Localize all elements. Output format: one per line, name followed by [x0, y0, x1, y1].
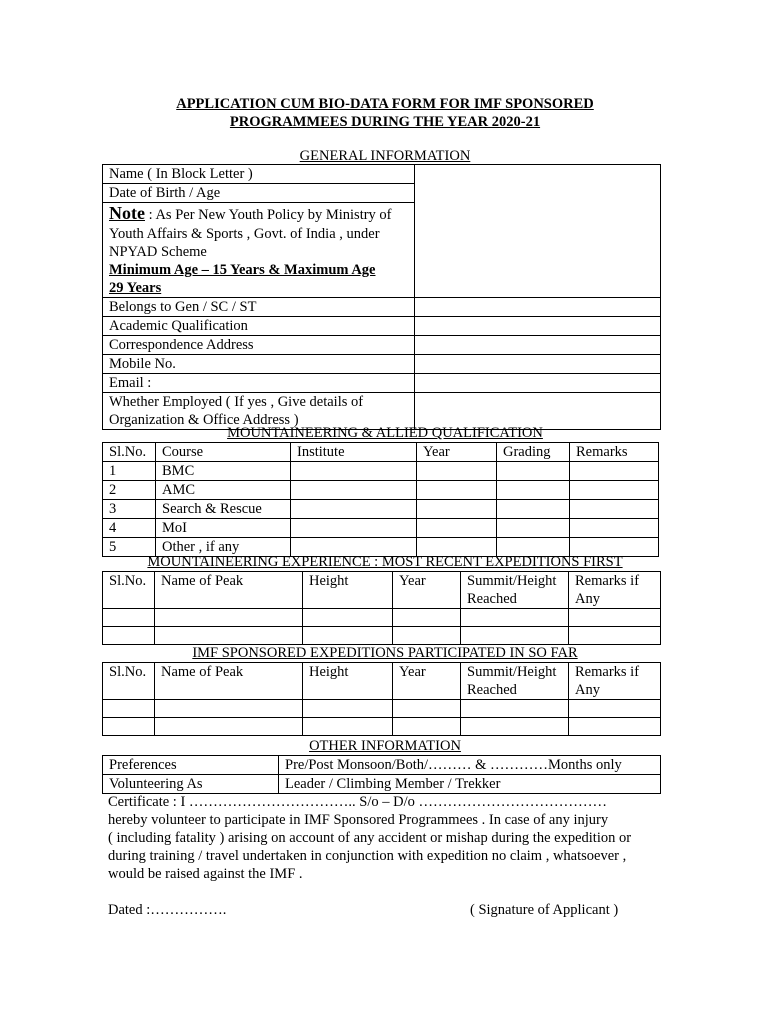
exp-header-height: Height: [303, 572, 393, 609]
table-row: [103, 462, 659, 481]
qual-remarks-field[interactable]: [570, 519, 659, 538]
exp-header-remarks-line1: Remarks if: [575, 573, 640, 589]
exp-cell[interactable]: [155, 609, 303, 627]
qual-remarks-field[interactable]: [570, 500, 659, 519]
dated-field[interactable]: Dated :…………….: [108, 902, 227, 918]
exp-cell[interactable]: [569, 627, 661, 645]
form-title: [100, 95, 670, 131]
qual-grading-field[interactable]: [497, 481, 570, 500]
imf-expeditions-table: [102, 662, 661, 736]
imf-header-slno: Sl.No.: [103, 663, 155, 700]
qual-slno: 4: [103, 519, 156, 538]
imf-header-remarks-line2: Any: [575, 682, 600, 698]
preferences-field[interactable]: Pre/Post Monsoon/Both/……… & …………Months only: [279, 756, 661, 775]
qual-year-field[interactable]: [417, 481, 497, 500]
certificate-line4: during training / travel undertaken in conjunction with expedition no claim , whatsoever ,: [108, 848, 627, 864]
qual-header-slno: Sl.No.: [103, 443, 156, 462]
imf-header-summit-line1: Summit/Height: [467, 664, 557, 680]
table-row: [103, 519, 659, 538]
qual-institute-field[interactable]: [291, 519, 417, 538]
preferences-label: Preferences: [103, 756, 279, 775]
qual-header-year: Year: [417, 443, 497, 462]
table-row: [103, 627, 661, 645]
general-info-table: [102, 164, 661, 430]
exp-cell[interactable]: [393, 609, 461, 627]
category-label: Belongs to Gen / SC / ST: [103, 298, 415, 317]
certificate-line3: ( including fatality ) arising on account of any accident or mishap during the expedition or: [108, 830, 632, 846]
imf-cell[interactable]: [155, 718, 303, 736]
exp-cell[interactable]: [155, 627, 303, 645]
exp-header-summit-line1: Summit/Height: [467, 573, 557, 589]
academic-field[interactable]: [415, 317, 661, 336]
imf-header-summit: [461, 663, 569, 700]
form-title-line1: APPLICATION CUM BIO-DATA FORM FOR IMF SPONSORED: [176, 96, 594, 112]
imf-cell[interactable]: [303, 718, 393, 736]
qual-grading-field[interactable]: [497, 462, 570, 481]
mobile-label: Mobile No.: [103, 355, 415, 374]
exp-header-summit-line2: Reached: [467, 591, 517, 607]
exp-cell[interactable]: [303, 627, 393, 645]
qual-slno: 2: [103, 481, 156, 500]
exp-header-remarks-line2: Any: [575, 591, 600, 607]
qual-institute-field[interactable]: [291, 500, 417, 519]
exp-cell[interactable]: [569, 609, 661, 627]
dob-label: Date of Birth / Age: [103, 184, 415, 203]
age-note: [103, 203, 415, 298]
category-field[interactable]: [415, 298, 661, 317]
note-line3: NPYAD Scheme: [109, 244, 207, 260]
qual-year-field[interactable]: [417, 500, 497, 519]
note-line2: Youth Affairs & Sports , Govt. of India , under: [109, 226, 380, 242]
name-label: Name ( In Block Letter ): [103, 165, 415, 184]
exp-header-year: Year: [393, 572, 461, 609]
experience-table: [102, 571, 661, 645]
imf-cell[interactable]: [303, 700, 393, 718]
table-row: [103, 609, 661, 627]
exp-header-remarks: [569, 572, 661, 609]
qualification-heading: MOUNTAINEERING & ALLIED QUALIFICATION: [227, 425, 543, 441]
qual-year-field[interactable]: [417, 519, 497, 538]
qualification-table: [102, 442, 659, 557]
experience-heading: MOUNTAINEERING EXPERIENCE : MOST RECENT EXPEDITIONS FIRST: [147, 554, 623, 570]
imf-header-remarks-line1: Remarks if: [575, 664, 640, 680]
employment-line2: Organization & Office Address ): [109, 412, 299, 428]
other-info-table: [102, 755, 661, 794]
exp-cell[interactable]: [103, 609, 155, 627]
qual-grading-field[interactable]: [497, 500, 570, 519]
imf-cell[interactable]: [393, 718, 461, 736]
other-info-heading: OTHER INFORMATION: [309, 738, 461, 754]
imf-header-year: Year: [393, 663, 461, 700]
qual-grading-field[interactable]: [497, 519, 570, 538]
volunteering-field[interactable]: Leader / Climbing Member / Trekker: [279, 775, 661, 794]
qual-course: Other , if any: [156, 538, 291, 557]
min-age-line2: 29 Years: [109, 280, 162, 296]
qual-course: AMC: [156, 481, 291, 500]
form-title-line2: PROGRAMMEES DURING THE YEAR 2020-21: [229, 114, 541, 130]
imf-header-summit-line2: Reached: [467, 682, 517, 698]
exp-cell[interactable]: [303, 609, 393, 627]
exp-header-summit: [461, 572, 569, 609]
imf-expeditions-heading: IMF SPONSORED EXPEDITIONS PARTICIPATED IN SO FAR: [192, 645, 578, 661]
qual-institute-field[interactable]: [291, 481, 417, 500]
qual-course: MoI: [156, 519, 291, 538]
min-age-line1: Minimum Age – 15 Years & Maximum Age: [109, 262, 376, 278]
imf-cell[interactable]: [569, 718, 661, 736]
imf-cell[interactable]: [155, 700, 303, 718]
certificate-line5: would be raised against the IMF .: [108, 866, 303, 882]
qual-slno: 1: [103, 462, 156, 481]
imf-cell[interactable]: [461, 718, 569, 736]
imf-cell[interactable]: [569, 700, 661, 718]
qual-header-course: Course: [156, 443, 291, 462]
employment-line1: Whether Employed ( If yes , Give details of: [109, 394, 364, 410]
certificate-line1: Certificate : I …………………………….. S/o – D/o …………………………………: [108, 794, 608, 810]
imf-header-height: Height: [303, 663, 393, 700]
qual-remarks-field[interactable]: [570, 462, 659, 481]
qual-course: BMC: [156, 462, 291, 481]
exp-header-peak: Name of Peak: [155, 572, 303, 609]
address-label: Correspondence Address: [103, 336, 415, 355]
email-field[interactable]: [415, 374, 661, 393]
imf-cell[interactable]: [103, 700, 155, 718]
table-row: [103, 718, 661, 736]
exp-cell[interactable]: [461, 609, 569, 627]
name-dob-field[interactable]: [415, 165, 661, 298]
table-row: [103, 700, 661, 718]
imf-cell[interactable]: [461, 700, 569, 718]
email-label: Email :: [103, 374, 415, 393]
qual-slno: 3: [103, 500, 156, 519]
imf-cell[interactable]: [103, 718, 155, 736]
qual-header-remarks: Remarks: [570, 443, 659, 462]
imf-header-peak: Name of Peak: [155, 663, 303, 700]
table-row: [103, 481, 659, 500]
imf-cell[interactable]: [393, 700, 461, 718]
certificate-text: [108, 793, 668, 883]
qual-header-grading: Grading: [497, 443, 570, 462]
exp-cell[interactable]: [393, 627, 461, 645]
exp-header-slno: Sl.No.: [103, 572, 155, 609]
volunteering-label: Volunteering As: [103, 775, 279, 794]
qual-remarks-field[interactable]: [570, 481, 659, 500]
general-info-heading: GENERAL INFORMATION: [299, 148, 471, 164]
address-field[interactable]: [415, 336, 661, 355]
note-line1: : As Per New Youth Policy by Ministry of: [144, 207, 392, 223]
qual-institute-field[interactable]: [291, 462, 417, 481]
exp-cell[interactable]: [103, 627, 155, 645]
imf-header-remarks: [569, 663, 661, 700]
table-row: [103, 500, 659, 519]
qual-year-field[interactable]: [417, 462, 497, 481]
qual-header-institute: Institute: [291, 443, 417, 462]
note-label: Note: [109, 203, 145, 223]
qual-slno: 5: [103, 538, 156, 557]
certificate-line2: hereby volunteer to participate in IMF Sponsored Programmees . In case of any injury: [108, 812, 609, 828]
mobile-field[interactable]: [415, 355, 661, 374]
exp-cell[interactable]: [461, 627, 569, 645]
qual-course: Search & Rescue: [156, 500, 291, 519]
academic-label: Academic Qualification: [103, 317, 415, 336]
signature-label: ( Signature of Applicant ): [470, 902, 619, 918]
